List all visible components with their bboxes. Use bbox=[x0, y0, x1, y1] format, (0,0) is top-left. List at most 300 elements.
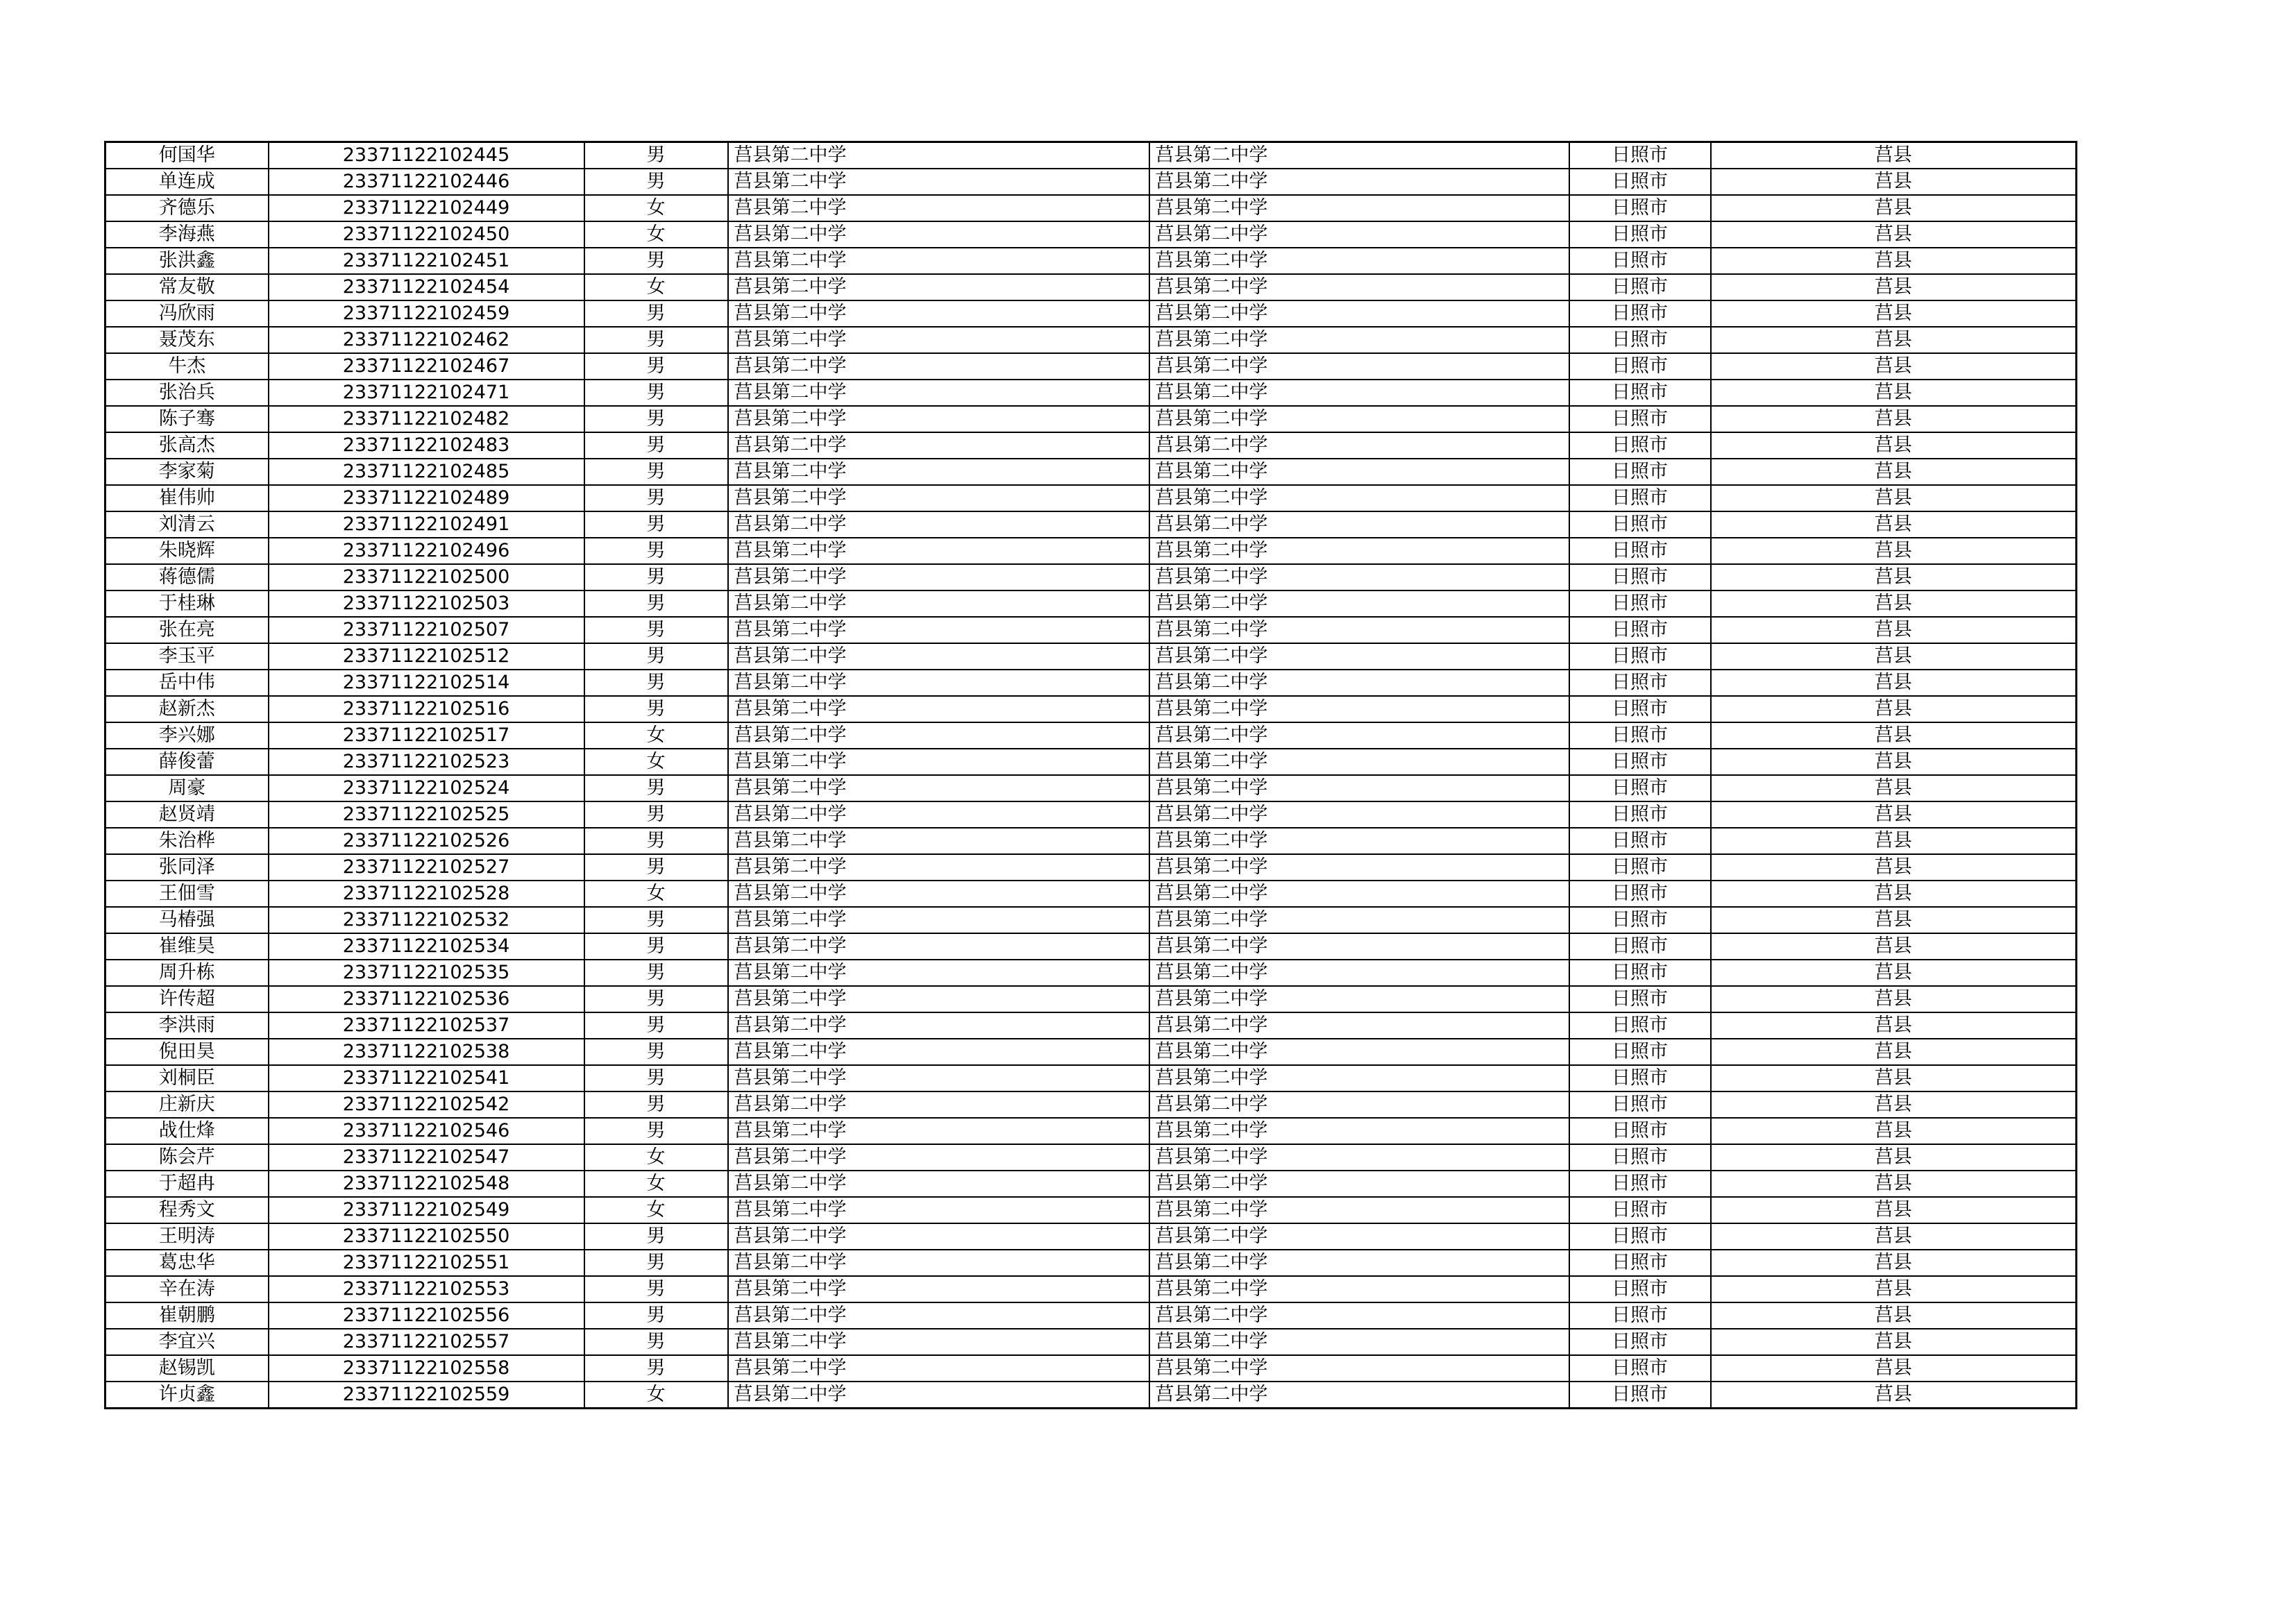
table-row bbox=[105, 485, 2077, 511]
exam-id-cell: 23371122102557 bbox=[269, 1329, 584, 1355]
city-cell: 日照市 bbox=[1569, 511, 1711, 538]
table-row bbox=[105, 696, 2077, 722]
county-cell: 莒县 bbox=[1711, 274, 2077, 300]
city-cell: 日照市 bbox=[1569, 1012, 1711, 1039]
city-cell: 日照市 bbox=[1569, 986, 1711, 1012]
table-row bbox=[105, 248, 2077, 274]
county-cell: 莒县 bbox=[1711, 854, 2077, 881]
exam-id-cell: 23371122102514 bbox=[269, 670, 584, 696]
table-row bbox=[105, 1382, 2077, 1409]
gender-cell: 女 bbox=[584, 274, 728, 300]
table-row bbox=[105, 353, 2077, 380]
gender-cell: 男 bbox=[584, 775, 728, 801]
table-row bbox=[105, 1171, 2077, 1197]
table-row bbox=[105, 933, 2077, 960]
exam-id-cell: 23371122102547 bbox=[269, 1144, 584, 1171]
table-row bbox=[105, 380, 2077, 406]
name-cell: 单连成 bbox=[105, 169, 269, 195]
gender-cell: 女 bbox=[584, 1382, 728, 1409]
gender-cell: 男 bbox=[584, 1223, 728, 1250]
name-cell: 张在亮 bbox=[105, 617, 269, 643]
gender-cell: 男 bbox=[584, 538, 728, 564]
county-cell: 莒县 bbox=[1711, 564, 2077, 590]
name-cell: 王明涛 bbox=[105, 1223, 269, 1250]
city-cell: 日照市 bbox=[1569, 380, 1711, 406]
name-cell: 王佃雪 bbox=[105, 881, 269, 907]
school-cell: 莒县第二中学 bbox=[728, 986, 1149, 1012]
county-cell: 莒县 bbox=[1711, 511, 2077, 538]
exam-id-cell: 23371122102559 bbox=[269, 1382, 584, 1409]
exam-id-cell: 23371122102449 bbox=[269, 195, 584, 221]
school-cell: 莒县第二中学 bbox=[728, 643, 1149, 670]
city-cell: 日照市 bbox=[1569, 617, 1711, 643]
school-cell: 莒县第二中学 bbox=[728, 1382, 1149, 1409]
city-cell: 日照市 bbox=[1569, 1223, 1711, 1250]
school-cell: 莒县第二中学 bbox=[728, 353, 1149, 380]
county-cell: 莒县 bbox=[1711, 828, 2077, 854]
gender-cell: 男 bbox=[584, 511, 728, 538]
city-cell: 日照市 bbox=[1569, 1144, 1711, 1171]
exam-site-cell: 莒县第二中学 bbox=[1149, 511, 1569, 538]
county-cell: 莒县 bbox=[1711, 1039, 2077, 1065]
table-row bbox=[105, 1118, 2077, 1144]
name-cell: 许传超 bbox=[105, 986, 269, 1012]
name-cell: 陈子骞 bbox=[105, 406, 269, 432]
exam-id-cell: 23371122102526 bbox=[269, 828, 584, 854]
table-row bbox=[105, 169, 2077, 195]
gender-cell: 女 bbox=[584, 1171, 728, 1197]
county-cell: 莒县 bbox=[1711, 1118, 2077, 1144]
table-row bbox=[105, 801, 2077, 828]
table-row bbox=[105, 1065, 2077, 1091]
school-cell: 莒县第二中学 bbox=[728, 195, 1149, 221]
name-cell: 赵新杰 bbox=[105, 696, 269, 722]
exam-id-cell: 23371122102517 bbox=[269, 722, 584, 749]
county-cell: 莒县 bbox=[1711, 380, 2077, 406]
county-cell: 莒县 bbox=[1711, 1250, 2077, 1276]
city-cell: 日照市 bbox=[1569, 1039, 1711, 1065]
exam-id-cell: 23371122102459 bbox=[269, 300, 584, 327]
city-cell: 日照市 bbox=[1569, 274, 1711, 300]
name-cell: 岳中伟 bbox=[105, 670, 269, 696]
table-row bbox=[105, 459, 2077, 485]
city-cell: 日照市 bbox=[1569, 1276, 1711, 1302]
city-cell: 日照市 bbox=[1569, 1171, 1711, 1197]
county-cell: 莒县 bbox=[1711, 775, 2077, 801]
city-cell: 日照市 bbox=[1569, 960, 1711, 986]
gender-cell: 男 bbox=[584, 380, 728, 406]
name-cell: 崔维昊 bbox=[105, 933, 269, 960]
city-cell: 日照市 bbox=[1569, 300, 1711, 327]
exam-id-cell: 23371122102528 bbox=[269, 881, 584, 907]
exam-site-cell: 莒县第二中学 bbox=[1149, 617, 1569, 643]
gender-cell: 男 bbox=[584, 643, 728, 670]
county-cell: 莒县 bbox=[1711, 1091, 2077, 1118]
exam-site-cell: 莒县第二中学 bbox=[1149, 406, 1569, 432]
school-cell: 莒县第二中学 bbox=[728, 828, 1149, 854]
name-cell: 周升栋 bbox=[105, 960, 269, 986]
name-cell: 薛俊蕾 bbox=[105, 749, 269, 775]
name-cell: 周豪 bbox=[105, 775, 269, 801]
table-row bbox=[105, 1091, 2077, 1118]
exam-site-cell: 莒县第二中学 bbox=[1149, 1012, 1569, 1039]
city-cell: 日照市 bbox=[1569, 775, 1711, 801]
exam-id-cell: 23371122102523 bbox=[269, 749, 584, 775]
exam-site-cell: 莒县第二中学 bbox=[1149, 485, 1569, 511]
school-cell: 莒县第二中学 bbox=[728, 854, 1149, 881]
exam-site-cell: 莒县第二中学 bbox=[1149, 1118, 1569, 1144]
city-cell: 日照市 bbox=[1569, 670, 1711, 696]
exam-site-cell: 莒县第二中学 bbox=[1149, 248, 1569, 274]
exam-id-cell: 23371122102551 bbox=[269, 1250, 584, 1276]
city-cell: 日照市 bbox=[1569, 1382, 1711, 1409]
city-cell: 日照市 bbox=[1569, 1329, 1711, 1355]
county-cell: 莒县 bbox=[1711, 1382, 2077, 1409]
gender-cell: 男 bbox=[584, 907, 728, 933]
table-row bbox=[105, 907, 2077, 933]
table-row bbox=[105, 538, 2077, 564]
table-row bbox=[105, 617, 2077, 643]
table-row bbox=[105, 986, 2077, 1012]
table-row bbox=[105, 643, 2077, 670]
county-cell: 莒县 bbox=[1711, 485, 2077, 511]
table-row bbox=[105, 221, 2077, 248]
exam-site-cell: 莒县第二中学 bbox=[1149, 828, 1569, 854]
name-cell: 张治兵 bbox=[105, 380, 269, 406]
school-cell: 莒县第二中学 bbox=[728, 327, 1149, 353]
name-cell: 庄新庆 bbox=[105, 1091, 269, 1118]
exam-site-cell: 莒县第二中学 bbox=[1149, 1039, 1569, 1065]
exam-id-cell: 23371122102451 bbox=[269, 248, 584, 274]
city-cell: 日照市 bbox=[1569, 327, 1711, 353]
table-row bbox=[105, 722, 2077, 749]
county-cell: 莒县 bbox=[1711, 459, 2077, 485]
school-cell: 莒县第二中学 bbox=[728, 1171, 1149, 1197]
exam-id-cell: 23371122102445 bbox=[269, 142, 584, 169]
name-cell: 刘桐臣 bbox=[105, 1065, 269, 1091]
name-cell: 李洪雨 bbox=[105, 1012, 269, 1039]
city-cell: 日照市 bbox=[1569, 643, 1711, 670]
gender-cell: 男 bbox=[584, 1039, 728, 1065]
county-cell: 莒县 bbox=[1711, 643, 2077, 670]
city-cell: 日照市 bbox=[1569, 1065, 1711, 1091]
city-cell: 日照市 bbox=[1569, 907, 1711, 933]
exam-site-cell: 莒县第二中学 bbox=[1149, 564, 1569, 590]
school-cell: 莒县第二中学 bbox=[728, 300, 1149, 327]
exam-id-cell: 23371122102512 bbox=[269, 643, 584, 670]
exam-site-cell: 莒县第二中学 bbox=[1149, 432, 1569, 459]
county-cell: 莒县 bbox=[1711, 300, 2077, 327]
name-cell: 李兴娜 bbox=[105, 722, 269, 749]
school-cell: 莒县第二中学 bbox=[728, 169, 1149, 195]
gender-cell: 男 bbox=[584, 327, 728, 353]
table-row bbox=[105, 1223, 2077, 1250]
county-cell: 莒县 bbox=[1711, 406, 2077, 432]
school-cell: 莒县第二中学 bbox=[728, 907, 1149, 933]
exam-id-cell: 23371122102550 bbox=[269, 1223, 584, 1250]
table-row bbox=[105, 1197, 2077, 1223]
gender-cell: 男 bbox=[584, 801, 728, 828]
exam-id-cell: 23371122102556 bbox=[269, 1302, 584, 1329]
gender-cell: 男 bbox=[584, 933, 728, 960]
county-cell: 莒县 bbox=[1711, 432, 2077, 459]
name-cell: 程秀文 bbox=[105, 1197, 269, 1223]
school-cell: 莒县第二中学 bbox=[728, 248, 1149, 274]
table-body bbox=[105, 142, 2077, 1409]
exam-id-cell: 23371122102532 bbox=[269, 907, 584, 933]
name-cell: 刘清云 bbox=[105, 511, 269, 538]
city-cell: 日照市 bbox=[1569, 722, 1711, 749]
city-cell: 日照市 bbox=[1569, 1118, 1711, 1144]
table-row bbox=[105, 749, 2077, 775]
exam-site-cell: 莒县第二中学 bbox=[1149, 1276, 1569, 1302]
exam-id-cell: 23371122102538 bbox=[269, 1039, 584, 1065]
city-cell: 日照市 bbox=[1569, 696, 1711, 722]
city-cell: 日照市 bbox=[1569, 1091, 1711, 1118]
name-cell: 朱治桦 bbox=[105, 828, 269, 854]
exam-id-cell: 23371122102534 bbox=[269, 933, 584, 960]
county-cell: 莒县 bbox=[1711, 248, 2077, 274]
city-cell: 日照市 bbox=[1569, 590, 1711, 617]
exam-site-cell: 莒县第二中学 bbox=[1149, 643, 1569, 670]
exam-site-cell: 莒县第二中学 bbox=[1149, 1065, 1569, 1091]
school-cell: 莒县第二中学 bbox=[728, 775, 1149, 801]
exam-site-cell: 莒县第二中学 bbox=[1149, 380, 1569, 406]
exam-id-cell: 23371122102454 bbox=[269, 274, 584, 300]
county-cell: 莒县 bbox=[1711, 907, 2077, 933]
school-cell: 莒县第二中学 bbox=[728, 670, 1149, 696]
name-cell: 马椿强 bbox=[105, 907, 269, 933]
exam-id-cell: 23371122102491 bbox=[269, 511, 584, 538]
exam-id-cell: 23371122102467 bbox=[269, 353, 584, 380]
exam-site-cell: 莒县第二中学 bbox=[1149, 801, 1569, 828]
gender-cell: 男 bbox=[584, 432, 728, 459]
exam-id-cell: 23371122102516 bbox=[269, 696, 584, 722]
school-cell: 莒县第二中学 bbox=[728, 1039, 1149, 1065]
city-cell: 日照市 bbox=[1569, 749, 1711, 775]
exam-id-cell: 23371122102527 bbox=[269, 854, 584, 881]
city-cell: 日照市 bbox=[1569, 169, 1711, 195]
county-cell: 莒县 bbox=[1711, 696, 2077, 722]
exam-id-cell: 23371122102524 bbox=[269, 775, 584, 801]
exam-site-cell: 莒县第二中学 bbox=[1149, 459, 1569, 485]
gender-cell: 女 bbox=[584, 1197, 728, 1223]
school-cell: 莒县第二中学 bbox=[728, 432, 1149, 459]
school-cell: 莒县第二中学 bbox=[728, 1197, 1149, 1223]
city-cell: 日照市 bbox=[1569, 221, 1711, 248]
gender-cell: 男 bbox=[584, 670, 728, 696]
name-cell: 聂茂东 bbox=[105, 327, 269, 353]
gender-cell: 男 bbox=[584, 828, 728, 854]
school-cell: 莒县第二中学 bbox=[728, 485, 1149, 511]
school-cell: 莒县第二中学 bbox=[728, 380, 1149, 406]
city-cell: 日照市 bbox=[1569, 801, 1711, 828]
table-row bbox=[105, 274, 2077, 300]
table-row bbox=[105, 590, 2077, 617]
exam-id-cell: 23371122102537 bbox=[269, 1012, 584, 1039]
exam-site-cell: 莒县第二中学 bbox=[1149, 881, 1569, 907]
exam-id-cell: 23371122102446 bbox=[269, 169, 584, 195]
school-cell: 莒县第二中学 bbox=[728, 933, 1149, 960]
gender-cell: 男 bbox=[584, 353, 728, 380]
table-row bbox=[105, 564, 2077, 590]
gender-cell: 男 bbox=[584, 617, 728, 643]
table-row bbox=[105, 670, 2077, 696]
county-cell: 莒县 bbox=[1711, 986, 2077, 1012]
city-cell: 日照市 bbox=[1569, 195, 1711, 221]
gender-cell: 男 bbox=[584, 1065, 728, 1091]
exam-site-cell: 莒县第二中学 bbox=[1149, 1302, 1569, 1329]
county-cell: 莒县 bbox=[1711, 722, 2077, 749]
exam-site-cell: 莒县第二中学 bbox=[1149, 590, 1569, 617]
exam-id-cell: 23371122102503 bbox=[269, 590, 584, 617]
county-cell: 莒县 bbox=[1711, 1223, 2077, 1250]
school-cell: 莒县第二中学 bbox=[728, 1012, 1149, 1039]
table-row bbox=[105, 1302, 2077, 1329]
city-cell: 日照市 bbox=[1569, 485, 1711, 511]
name-cell: 张同泽 bbox=[105, 854, 269, 881]
gender-cell: 男 bbox=[584, 142, 728, 169]
county-cell: 莒县 bbox=[1711, 617, 2077, 643]
school-cell: 莒县第二中学 bbox=[728, 1250, 1149, 1276]
county-cell: 莒县 bbox=[1711, 142, 2077, 169]
exam-id-cell: 23371122102500 bbox=[269, 564, 584, 590]
exam-site-cell: 莒县第二中学 bbox=[1149, 960, 1569, 986]
exam-id-cell: 23371122102525 bbox=[269, 801, 584, 828]
table-row bbox=[105, 195, 2077, 221]
gender-cell: 男 bbox=[584, 1276, 728, 1302]
name-cell: 冯欣雨 bbox=[105, 300, 269, 327]
exam-site-cell: 莒县第二中学 bbox=[1149, 1171, 1569, 1197]
exam-id-cell: 23371122102541 bbox=[269, 1065, 584, 1091]
county-cell: 莒县 bbox=[1711, 195, 2077, 221]
county-cell: 莒县 bbox=[1711, 1171, 2077, 1197]
county-cell: 莒县 bbox=[1711, 169, 2077, 195]
table-row bbox=[105, 1012, 2077, 1039]
city-cell: 日照市 bbox=[1569, 881, 1711, 907]
name-cell: 蒋德儒 bbox=[105, 564, 269, 590]
school-cell: 莒县第二中学 bbox=[728, 1091, 1149, 1118]
exam-site-cell: 莒县第二中学 bbox=[1149, 1329, 1569, 1355]
county-cell: 莒县 bbox=[1711, 538, 2077, 564]
exam-site-cell: 莒县第二中学 bbox=[1149, 353, 1569, 380]
county-cell: 莒县 bbox=[1711, 749, 2077, 775]
county-cell: 莒县 bbox=[1711, 327, 2077, 353]
exam-site-cell: 莒县第二中学 bbox=[1149, 327, 1569, 353]
gender-cell: 男 bbox=[584, 459, 728, 485]
table-row bbox=[105, 327, 2077, 353]
county-cell: 莒县 bbox=[1711, 1302, 2077, 1329]
county-cell: 莒县 bbox=[1711, 881, 2077, 907]
county-cell: 莒县 bbox=[1711, 590, 2077, 617]
gender-cell: 男 bbox=[584, 1091, 728, 1118]
exam-id-cell: 23371122102558 bbox=[269, 1355, 584, 1382]
county-cell: 莒县 bbox=[1711, 1144, 2077, 1171]
exam-id-cell: 23371122102507 bbox=[269, 617, 584, 643]
county-cell: 莒县 bbox=[1711, 1276, 2077, 1302]
gender-cell: 男 bbox=[584, 986, 728, 1012]
exam-id-cell: 23371122102489 bbox=[269, 485, 584, 511]
exam-id-cell: 23371122102483 bbox=[269, 432, 584, 459]
table-row bbox=[105, 406, 2077, 432]
name-cell: 张洪鑫 bbox=[105, 248, 269, 274]
name-cell: 李宜兴 bbox=[105, 1329, 269, 1355]
exam-id-cell: 23371122102546 bbox=[269, 1118, 584, 1144]
school-cell: 莒县第二中学 bbox=[728, 1355, 1149, 1382]
school-cell: 莒县第二中学 bbox=[728, 564, 1149, 590]
school-cell: 莒县第二中学 bbox=[728, 696, 1149, 722]
exam-site-cell: 莒县第二中学 bbox=[1149, 775, 1569, 801]
gender-cell: 男 bbox=[584, 300, 728, 327]
county-cell: 莒县 bbox=[1711, 1012, 2077, 1039]
school-cell: 莒县第二中学 bbox=[728, 406, 1149, 432]
gender-cell: 女 bbox=[584, 1144, 728, 1171]
table-row bbox=[105, 300, 2077, 327]
exam-id-cell: 23371122102471 bbox=[269, 380, 584, 406]
table-row bbox=[105, 511, 2077, 538]
school-cell: 莒县第二中学 bbox=[728, 1065, 1149, 1091]
city-cell: 日照市 bbox=[1569, 353, 1711, 380]
gender-cell: 男 bbox=[584, 854, 728, 881]
school-cell: 莒县第二中学 bbox=[728, 801, 1149, 828]
school-cell: 莒县第二中学 bbox=[728, 749, 1149, 775]
name-cell: 于超冉 bbox=[105, 1171, 269, 1197]
gender-cell: 男 bbox=[584, 1012, 728, 1039]
school-cell: 莒县第二中学 bbox=[728, 274, 1149, 300]
exam-id-cell: 23371122102549 bbox=[269, 1197, 584, 1223]
exam-site-cell: 莒县第二中学 bbox=[1149, 221, 1569, 248]
city-cell: 日照市 bbox=[1569, 432, 1711, 459]
gender-cell: 男 bbox=[584, 1118, 728, 1144]
county-cell: 莒县 bbox=[1711, 1355, 2077, 1382]
city-cell: 日照市 bbox=[1569, 459, 1711, 485]
exam-id-cell: 23371122102482 bbox=[269, 406, 584, 432]
school-cell: 莒县第二中学 bbox=[728, 617, 1149, 643]
table-row bbox=[105, 1250, 2077, 1276]
city-cell: 日照市 bbox=[1569, 1250, 1711, 1276]
school-cell: 莒县第二中学 bbox=[728, 960, 1149, 986]
exam-site-cell: 莒县第二中学 bbox=[1149, 670, 1569, 696]
county-cell: 莒县 bbox=[1711, 353, 2077, 380]
table-row bbox=[105, 1276, 2077, 1302]
city-cell: 日照市 bbox=[1569, 564, 1711, 590]
city-cell: 日照市 bbox=[1569, 406, 1711, 432]
table-row bbox=[105, 881, 2077, 907]
name-cell: 许贞鑫 bbox=[105, 1382, 269, 1409]
table-row bbox=[105, 1355, 2077, 1382]
table-row bbox=[105, 142, 2077, 169]
name-cell: 于桂琳 bbox=[105, 590, 269, 617]
city-cell: 日照市 bbox=[1569, 248, 1711, 274]
school-cell: 莒县第二中学 bbox=[728, 511, 1149, 538]
gender-cell: 男 bbox=[584, 590, 728, 617]
city-cell: 日照市 bbox=[1569, 828, 1711, 854]
name-cell: 朱晓辉 bbox=[105, 538, 269, 564]
gender-cell: 女 bbox=[584, 722, 728, 749]
city-cell: 日照市 bbox=[1569, 933, 1711, 960]
school-cell: 莒县第二中学 bbox=[728, 1223, 1149, 1250]
exam-site-cell: 莒县第二中学 bbox=[1149, 195, 1569, 221]
gender-cell: 男 bbox=[584, 696, 728, 722]
gender-cell: 男 bbox=[584, 1329, 728, 1355]
exam-id-cell: 23371122102450 bbox=[269, 221, 584, 248]
school-cell: 莒县第二中学 bbox=[728, 538, 1149, 564]
gender-cell: 男 bbox=[584, 1355, 728, 1382]
name-cell: 齐德乐 bbox=[105, 195, 269, 221]
exam-id-cell: 23371122102462 bbox=[269, 327, 584, 353]
county-cell: 莒县 bbox=[1711, 1329, 2077, 1355]
gender-cell: 女 bbox=[584, 195, 728, 221]
